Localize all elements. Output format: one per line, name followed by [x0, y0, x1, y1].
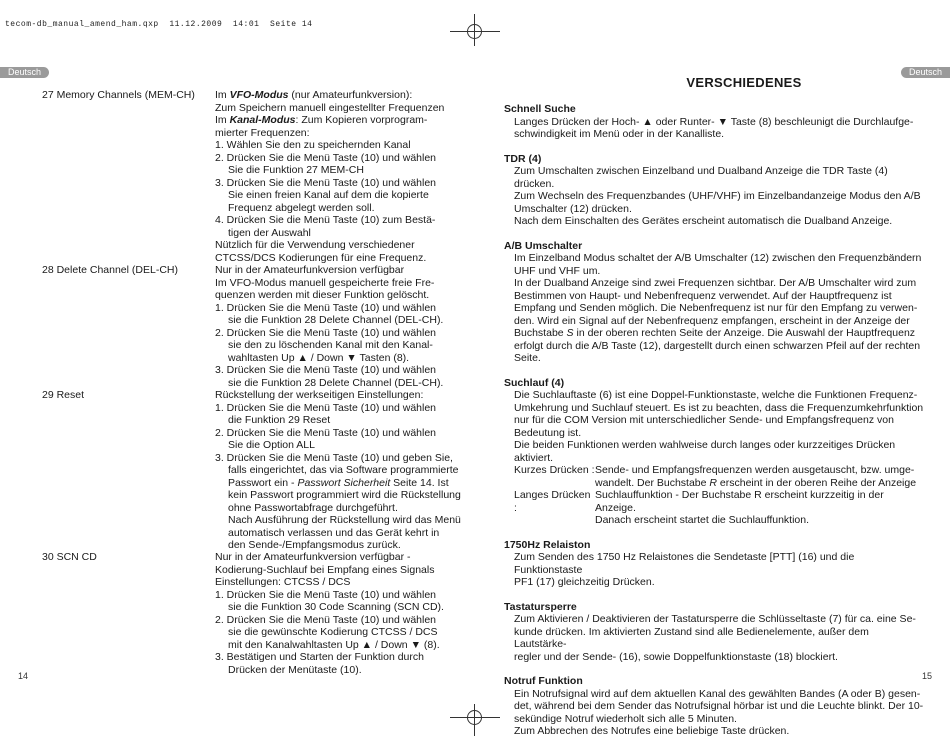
section-line: kunde drücken. Im aktivierten Zustand sind alle Bedienelemente, außer dem Lautstärke- [514, 625, 869, 650]
section-line: Umschalter (12) drücken. [514, 202, 632, 215]
entry-line: 2. Drücken Sie die Menü Taste (10) und wählen [215, 613, 437, 626]
entry-line: die Funktion 29 Reset [228, 414, 331, 426]
definition-line: Danach erscheint startet die Suchlauffunktion. [595, 514, 810, 526]
section-heading: Tastatursperre [504, 600, 577, 613]
entry-line: automatisch verlassen und das Gerät kehrt in [228, 526, 440, 539]
menu-entry-body [215, 89, 455, 264]
section-line: UHF und VHF um. [514, 264, 601, 277]
section-line: sekündige Notruf wiederholt sich alle 5 Minuten. [514, 712, 737, 725]
entry-line: falls eingerichtet, das via Software programmierte [228, 464, 459, 476]
entry-line: sie die Funktion 28 Delete Channel (DEL-CH). [228, 314, 444, 326]
entry-line: 3. Drücken Sie die Menü Taste (10) und geben Sie, [215, 451, 453, 464]
section-line: erfolgt durch die A/B Taste (12), dargestellt durch einen schwarzen Pfeil auf der rechten [514, 339, 921, 352]
entry-line: 3. Drücken Sie die Menü Taste (10) und wählen [215, 176, 437, 189]
entry-line: sie den zu löschenden Kanal mit den Kanal- [228, 339, 433, 351]
file-header: tecom-db_manual_amend_ham.qxp 11.12.2009 14:01 Seite 14 [5, 20, 313, 29]
entry-line: sie die Funktion 30 Code Scanning (SCN CD). [228, 601, 444, 613]
entry-line: Sie die Option ALL [228, 439, 315, 451]
definition-value [595, 464, 924, 489]
entry-line: Drücken der Menütaste (10). [228, 663, 362, 676]
entry-line: CTCSS/DCS Kodierungen für eine Frequenz. [215, 251, 427, 264]
page-number-left: 14 [18, 671, 29, 681]
section-notruf [504, 675, 924, 738]
entry-line: ohne Passwortabfrage durchgeführt. [228, 501, 398, 514]
entry-line: mierter Frequenzen: [215, 126, 310, 139]
entry-line: 1. Wählen Sie den zu speichernden Kanal [215, 139, 411, 151]
entry-line: sie die gewünschte Kodierung CTCSS / DCS [228, 626, 438, 638]
entry-line: Nur in der Amateurfunkversion verfügbar - [215, 551, 411, 563]
menu-entry-body [215, 551, 455, 676]
entry-line: den Sende-/Empfangsmodus zurück. [228, 539, 401, 551]
section-line: Die Suchlauftaste (6) ist eine Doppel-Funktionstaste, welche die Funktionen Frequenz- [514, 389, 918, 401]
section-line: Die beiden Funktionen werden wahlweise durch langes oder kurzzeitiges Drücken aktiviert. [514, 439, 896, 464]
section-line: Empfang und Senden möglich. Die Nebenfrequenz ist nur für den Empfang zu verwen- [514, 302, 918, 314]
section-heading: A/B Umschalter [504, 239, 583, 252]
section-line: Bedeutung ist. [514, 426, 582, 439]
section-line: schwindigkeit im Menü oder in der Kanalliste. [514, 128, 725, 140]
section-tdr [504, 153, 924, 228]
entry-line: quenzen werden mit dieser Funktion gelöscht. [215, 289, 430, 301]
entry-line: mit den Kanalwahltasten Up ▲ / Down ▼ (8). [228, 638, 440, 651]
definition-row-langes [514, 489, 924, 527]
entry-line: wahltasten Up ▲ / Down ▼ Tasten (8). [228, 351, 410, 364]
page-title: VERSCHIEDENES [686, 75, 802, 90]
menu-entry-body [215, 389, 461, 552]
section-heading: Schnell Suche [504, 103, 576, 115]
section-line: Umkehrung und Suchlauf steuert. Es ist zu beachten, dass die Frequenzumkehrfunktion [514, 401, 924, 414]
section-heading: Suchlauf (4) [504, 376, 565, 389]
menu-entry-label: 28 Delete Channel (DEL-CH) [42, 264, 178, 276]
section-line: Langes Drücken der Hoch- ▲ oder Runter- ▼ Taste (8) beschleunigt die Durchlaufge- [514, 115, 914, 128]
section-line: Zum Senden des 1750 Hz Relaistones die Sendetaste [PTT] (16) und die Funktionstaste [514, 551, 855, 576]
section-line: nur für die COM Version mit unterschiedlicher Sende- und Empfangsfrequenz von [514, 414, 894, 426]
page-number-right: 15 [922, 671, 933, 681]
section-line: Im Einzelband Modus schaltet der A/B Umschalter (12) zwischen den Frequenzbändern [514, 252, 922, 264]
entry-line: sie die Funktion 28 Delete Channel (DEL-CH). [228, 376, 444, 389]
section-heading: Notruf Funktion [504, 675, 583, 687]
entry-line: Passwort ein - Passwort Sicherheit Seite 14. Ist [228, 476, 449, 489]
entry-line: Nur in der Amateurfunkversion verfügbar [215, 264, 405, 276]
right-page [504, 75, 924, 750]
section-line: Zum Wechseln des Frequenzbandes (UHF/VHF) im Einzelbandanzeige Modus den A/B [514, 190, 921, 202]
section-line: Zum Umschalten zwischen Einzelband und Dualband Anzeige die TDR Taste (4) drücken. [514, 165, 888, 190]
section-schnell-suche [504, 103, 924, 141]
entry-line: 1. Drücken Sie die Menü Taste (10) und wählen [215, 301, 437, 314]
section-line: In der Dualband Anzeige sind zwei Frequenzen sichtbar. Der A/B Umschalter wird zum [514, 277, 917, 289]
section-1750hz [504, 539, 924, 589]
section-ab-umschalter [504, 240, 924, 365]
definition-line: Sende- und Empfangsfrequenzen werden ausgetauscht, bzw. umge- [595, 464, 915, 476]
definition-line: Suchlauffunktion - Der Buchstabe R erscheint kurzzeitig in der Anzeige. [595, 489, 884, 514]
definition-key: Kurzes Drücken : [514, 464, 595, 476]
entry-line: 2. Drücken Sie die Menü Taste (10) und wählen [215, 426, 437, 439]
section-heading: TDR (4) [504, 152, 542, 165]
section-line: PF1 (17) gleichzeitig Drücken. [514, 576, 655, 588]
entry-line: 3. Bestätigen und Starten der Funktion durch [215, 651, 424, 663]
menu-entry-label: 29 Reset [42, 389, 85, 401]
language-tab-right: Deutsch [901, 67, 950, 78]
entry-line: Kodierung-Suchlauf bei Empfang eines Signals [215, 563, 435, 576]
entry-line: Nützlich für die Verwendung verschiedener [215, 239, 415, 251]
section-line: Zum Abbrechen des Notrufes eine beliebige Taste drücken. [514, 725, 790, 737]
entry-line: Einstellungen: CTCSS / DCS [215, 576, 351, 588]
section-line: Ein Notrufsignal wird auf dem aktuellen Kanal des gewählten Bandes (A oder B) gesen- [514, 687, 921, 700]
section-heading: 1750Hz Relaiston [504, 538, 591, 551]
entry-line: 1. Drücken Sie die Menü Taste (10) und wählen [215, 401, 437, 414]
section-line: Buchstabe S in der oberen rechten Seite der Anzeige. Die Auswahl der Hauptfrequenz [514, 327, 916, 339]
entry-line: Sie einen freien Kanal auf dem die kopierte [228, 189, 429, 201]
section-line: den. Wird ein Signal auf der Nebenfrequenz empfangen, erscheint in der Anzeige der [514, 314, 910, 327]
menu-entry-label: 30 SCN CD [42, 551, 97, 563]
entry-line: 4. Drücken Sie die Menü Taste (10) zum Bestä- [215, 214, 436, 226]
section-line: Seite. [514, 352, 541, 364]
section-line: Nach dem Einschalten des Gerätes erscheint automatisch die Dualband Anzeige. [514, 215, 893, 227]
entry-line: Im Kanal-Modus: Zum Kopieren vorprogram- [215, 114, 428, 126]
entry-line: 2. Drücken Sie die Menü Taste (10) und wählen [215, 326, 437, 339]
entry-line: 1. Drücken Sie die Menü Taste (10) und wählen [215, 588, 437, 601]
entry-line: Nach Ausführung der Rückstellung wird das Menü [228, 514, 461, 526]
entry-line: Zum Speichern manuell eingestellter Frequenzen [215, 101, 445, 114]
language-tab-left: Deutsch [0, 67, 49, 78]
entry-line: tigen der Auswahl [228, 226, 311, 239]
section-line: det, während bei dem Sender das Notrufsignal hörbar ist und die Leuchte blinkt. Der 10- [514, 700, 924, 712]
section-line: regler und der Sende- (16), sowie Doppelfunktionstaste (18) blockiert. [514, 650, 838, 663]
section-line: Bestimmen von Haupt- und Nebenfrequenz verwendet. Auf der Hauptfrequenz ist [514, 289, 892, 302]
entry-line: 3. Drücken Sie die Menü Taste (10) und wählen [215, 364, 437, 376]
menu-entry-body [215, 264, 455, 389]
definition-key: Langes Drücken : [514, 489, 591, 514]
section-suchlauf [504, 377, 924, 527]
menu-entry-label: 27 Memory Channels (MEM-CH) [42, 89, 195, 101]
entry-line: Frequenz abgelegt werden soll. [228, 201, 375, 214]
definition-row-kurzes [514, 464, 924, 489]
section-tastatursperre [504, 601, 924, 664]
entry-line: Im VFO-Modus (nur Amateurfunkversion): [215, 89, 413, 101]
definition-line: wandelt. Der Buchstabe R erscheint in der oberen Reihe der Anzeige [595, 476, 917, 489]
section-line: Zum Aktivieren / Deaktivieren der Tastatursperre die Schlüsseltaste (7) für ca. eine Se- [514, 613, 916, 625]
entry-line: Rückstellung der werkseitigen Einstellungen: [215, 389, 424, 401]
entry-line: 2. Drücken Sie die Menü Taste (10) und wählen [215, 151, 437, 164]
entry-line: Im VFO-Modus manuell gespeicherte freie Fre- [215, 276, 435, 289]
entry-line: Sie die Funktion 27 MEM-CH [228, 164, 364, 176]
entry-line: kein Passwort programmiert wird die Rückstellung [228, 489, 461, 501]
definition-value [595, 489, 924, 527]
